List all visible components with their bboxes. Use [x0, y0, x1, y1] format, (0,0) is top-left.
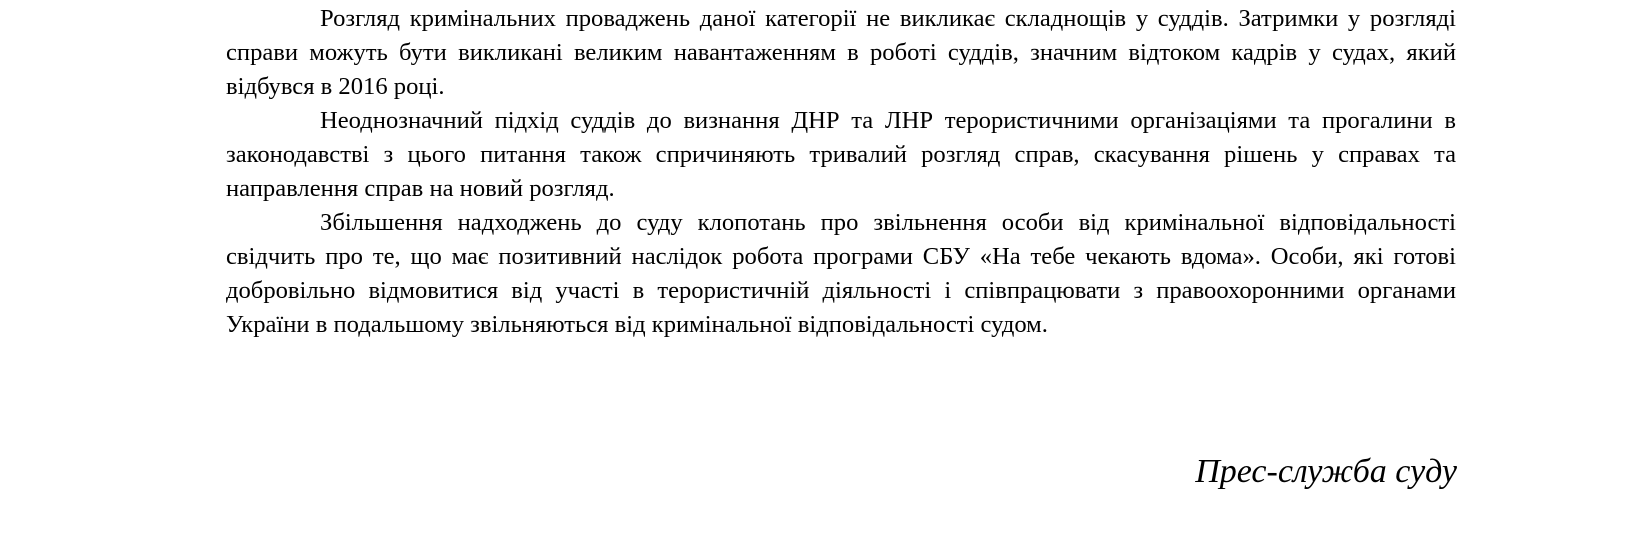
document-body — [226, 2, 1456, 342]
paragraph-case-review: Розгляд кримінальних проваджень даної категорії не викликає складнощів у суддів. Затримки у розгляді справи можуть бути викликані великим навантаженням в роботі суддів, значним відтоком кадрів у судах, який відбувся в 2016 році. — [226, 5, 1456, 100]
paragraph-sbu-program: Збільшення надходжень до суду клопотань про звільнення особи від кримінальної відповідальності свідчить про те, що має позитивний наслідок робота програми СБУ «На тебе чекають вдома». Особи, які готові добровільно відмовитися від участі в терористичній діяльності і співпрацювати з правоохоронними органами України в подальшому звільняються від кримінальної відповідальності судом. — [226, 209, 1456, 338]
press-service-signature: Прес-служба суду — [1195, 453, 1457, 490]
paragraph-dnr-lnr-approach: Неоднозначний підхід суддів до визнання ДНР та ЛНР терористичними організаціями та прогалини в законодавстві з цього питання також спричиняють тривалий розгляд справ, скасування рішень у справах та направлення справ на новий розгляд. — [226, 107, 1456, 202]
